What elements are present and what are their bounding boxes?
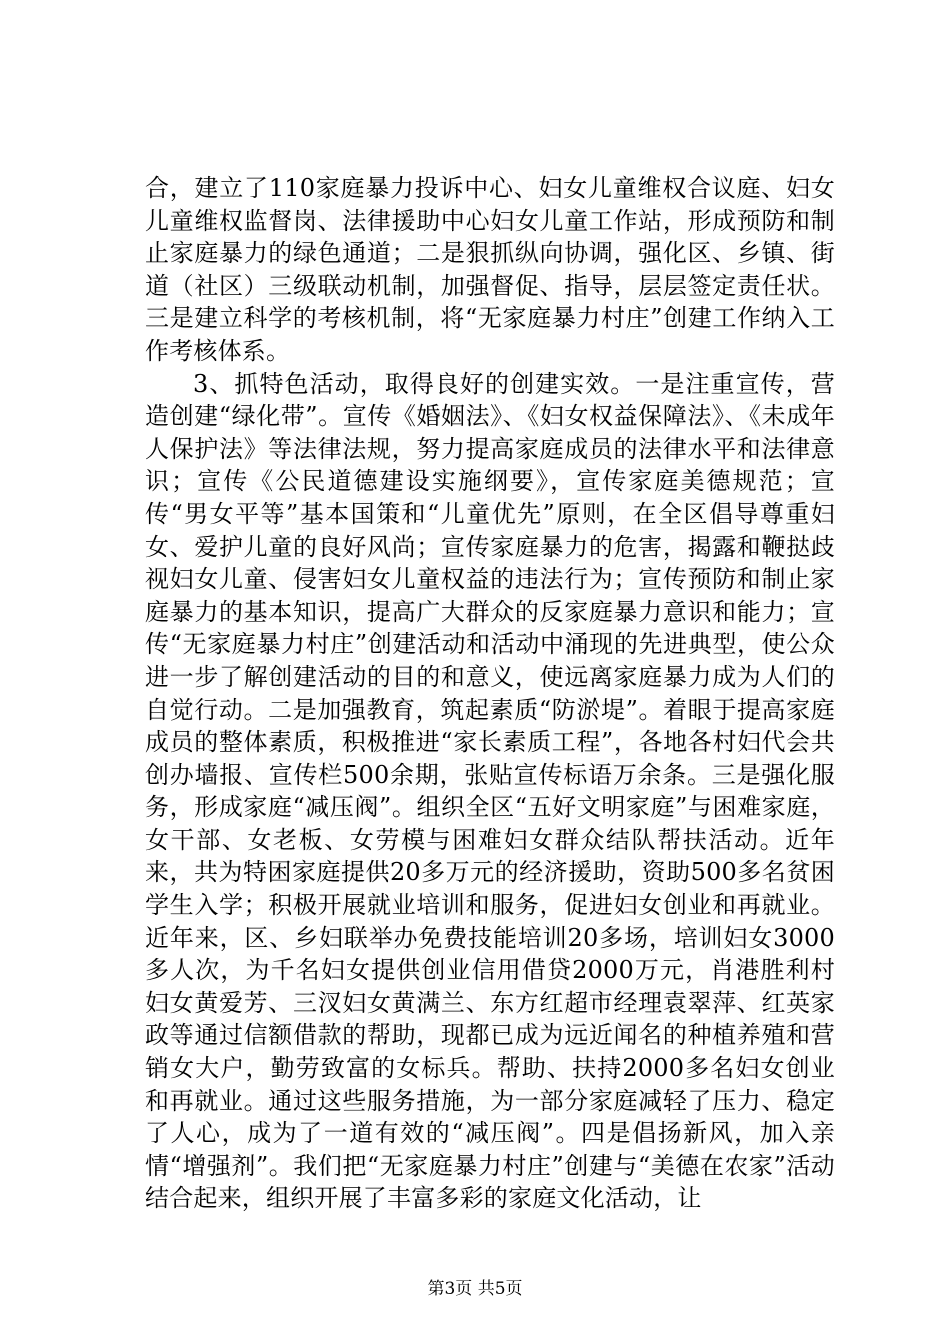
page-number: 第3页 共5页 xyxy=(427,1279,523,1299)
page-footer xyxy=(0,1278,950,1300)
paragraph-section-3: 3、抓特色活动，取得良好的创建实效。一是注重宣传，营造创建“绿化带”。宣传《婚姻法》、《妇女权益保障法》、《未成年人保护法》等法律法规，努力提高家庭成员的法律水平和法律意识；宣传《公民道德建设实施纲要》，宣传家庭美德规范；宣传“男女平等”基本国策和“儿童优先”原则，在全区倡导尊重妇女、爱护儿童的良好风尚；宣传家庭暴力的危害，揭露和鞭挞歧视妇女儿童、侵害妇女儿童权益的违法行为；宣传预防和制止家庭暴力的基本知识，提高广大群众的反家庭暴力意识和能力；宣传“无家庭暴力村庄”创建活动和活动中涌现的先进典型，使公众进一步了解创建活动的目的和意义，使远离家庭暴力成为人们的自觉行动。二是加强教育，筑起素质“防淤堤”。着眼于提高家庭成员的整体素质，积极推进“家长素质工程”，各地各村妇代会共创办墙报、宣传栏500余期，张贴宣传标语万余条。三是强化服务，形成家庭“减压阀”。组织全区“五好文明家庭”与困难家庭，女干部、女老板、女劳模与困难妇女群众结队帮扶活动。近年来，共为特困家庭提供20多万元的经济援助，资助500多名贫困学生入学；积极开展就业培训和服务，促进妇女创业和再就业。近年来，区、乡妇联举办免费技能培训20多场，培训妇女3000多人次，为千名妇女提供创业信用借贷2000万元，肖港胜利村妇女黄爱芳、三汊妇女黄满兰、东方红超市经理袁翠萍、红英家政等通过信额借款的帮助，现都已成为远近闻名的种植养殖和营销女大户，勤劳致富的女标兵。帮助、扶持2000多名妇女创业和再就业。通过这些服务措施，为一部分家庭减轻了压力、稳定了人心，成为了一道有效的“减压阀”。四是倡扬新风，加入亲情“增强剂”。我们把“无家庭暴力村庄”创建与“美德在农家”活动结合起来，组织开展了丰富多彩的家庭文化活动，让 xyxy=(145,369,835,1213)
paragraph-continuation: 合，建立了110家庭暴力投诉中心、妇女儿童维权合议庭、妇女儿童维权监督岗、法律援助中心妇女儿童工作站，形成预防和制止家庭暴力的绿色通道；二是狠抓纵向协调，强化区、乡镇、街道（社区）三级联动机制，加强督促、指导，层层签定责任状。三是建立科学的考核机制，将“无家庭暴力村庄”创建工作纳入工作考核体系。 xyxy=(145,174,835,365)
document-body xyxy=(145,172,835,1215)
